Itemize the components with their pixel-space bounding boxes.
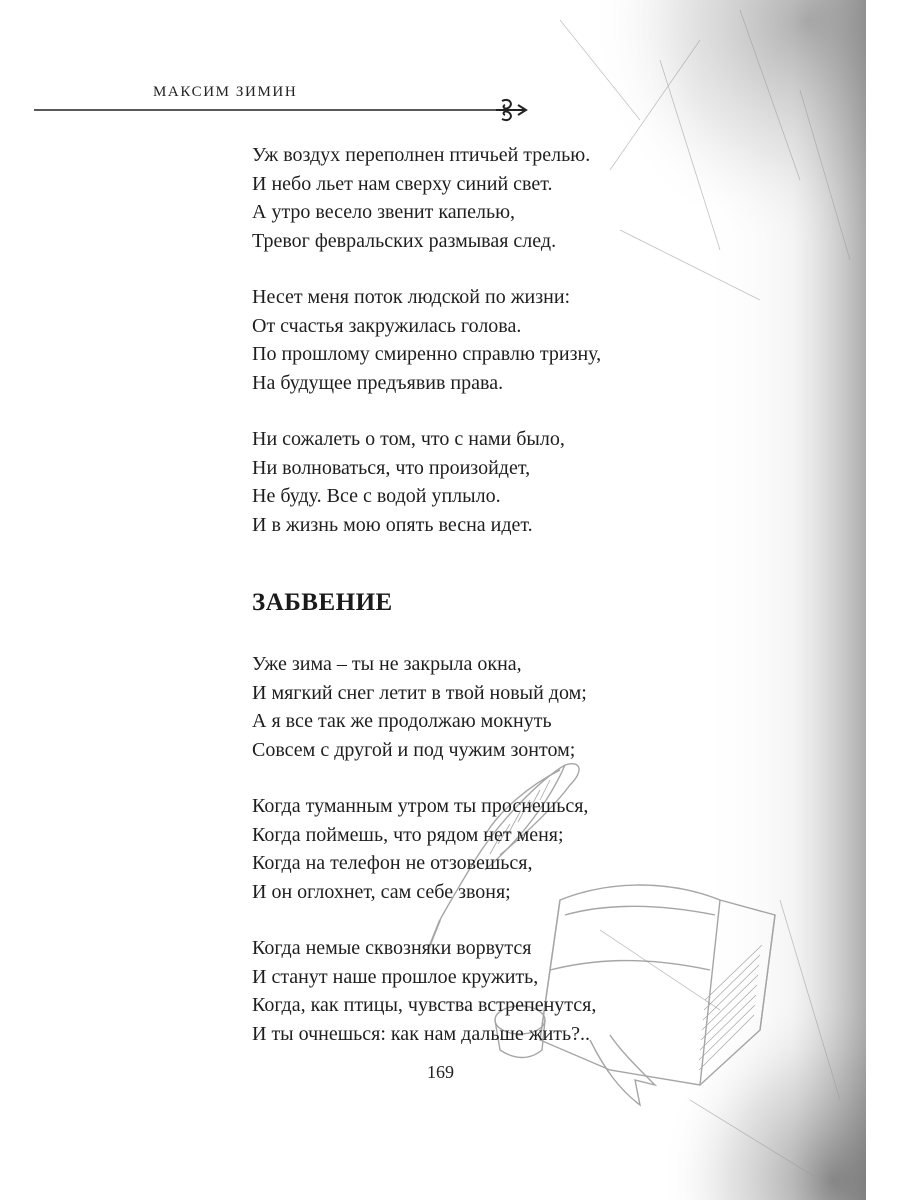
poem-2-stanza-3 xyxy=(252,934,596,1048)
verse-line: От счастья закружилась голова. xyxy=(252,314,522,337)
poem-2-stanza-2 xyxy=(252,792,596,906)
verse-line: И в жизнь мою опять весна идет. xyxy=(252,513,533,536)
verse-line: И небо льет нам сверху синий свет. xyxy=(252,172,553,195)
poem-2 xyxy=(252,650,596,1076)
verse-line: Уж воздух переполнен птичьей трелью. xyxy=(252,144,591,166)
poem-1 xyxy=(252,141,601,567)
poem-2-stanza-1 xyxy=(252,650,596,764)
running-head-author: МАКСИМ ЗИМИН xyxy=(153,84,298,100)
verse-line: Когда поймешь, что рядом нет меня; xyxy=(252,823,564,846)
verse-line: Когда на телефон не отзовешься, xyxy=(252,852,533,874)
poem-title: ЗАБВЕНИЕ xyxy=(252,589,393,616)
verse-line: Когда туманным утром ты проснешься, xyxy=(252,795,589,817)
verse-line: Тревог февральских размывая след. xyxy=(252,229,557,252)
poem-1-stanza-2 xyxy=(252,283,601,397)
verse-line: Совсем с другой и под чужим зонтом; xyxy=(252,738,576,761)
verse-line: И станут наше прошлое кружить, xyxy=(252,965,539,988)
verse-line: А я все так же продолжаю мокнуть xyxy=(252,710,552,732)
verse-line: И мягкий снег летит в твой новый дом; xyxy=(252,681,587,704)
verse-line: Ни волноваться, что произойдет, xyxy=(252,456,531,479)
verse-line: На будущее предъявив права. xyxy=(252,371,504,394)
verse-line: Ни сожалеть о том, что с нами было, xyxy=(252,428,565,450)
header-rule xyxy=(34,93,534,123)
verse-line: И он оглохнет, сам себе звоня; xyxy=(252,880,511,903)
flourish-ornament-icon xyxy=(496,100,526,120)
verse-line: По прошлому смиренно справлю тризну, xyxy=(252,343,602,365)
poem-1-stanza-1 xyxy=(252,141,601,255)
page-number: 169 xyxy=(427,1062,454,1082)
poem-1-stanza-3 xyxy=(252,425,601,539)
verse-line: Когда, как птицы, чувства встрепенутся, xyxy=(252,994,597,1016)
verse-line: Несет меня поток людской по жизни: xyxy=(252,286,571,308)
verse-line: А утро весело звенит капелью, xyxy=(252,201,516,223)
verse-line: Когда немые сквозняки ворвутся xyxy=(252,937,532,959)
verse-line: Уже зима – ты не закрыла окна, xyxy=(252,653,522,675)
verse-line: И ты очнешься: как нам дальше жить?.. xyxy=(252,1022,591,1045)
verse-line: Не буду. Все с водой уплыло. xyxy=(252,485,501,507)
